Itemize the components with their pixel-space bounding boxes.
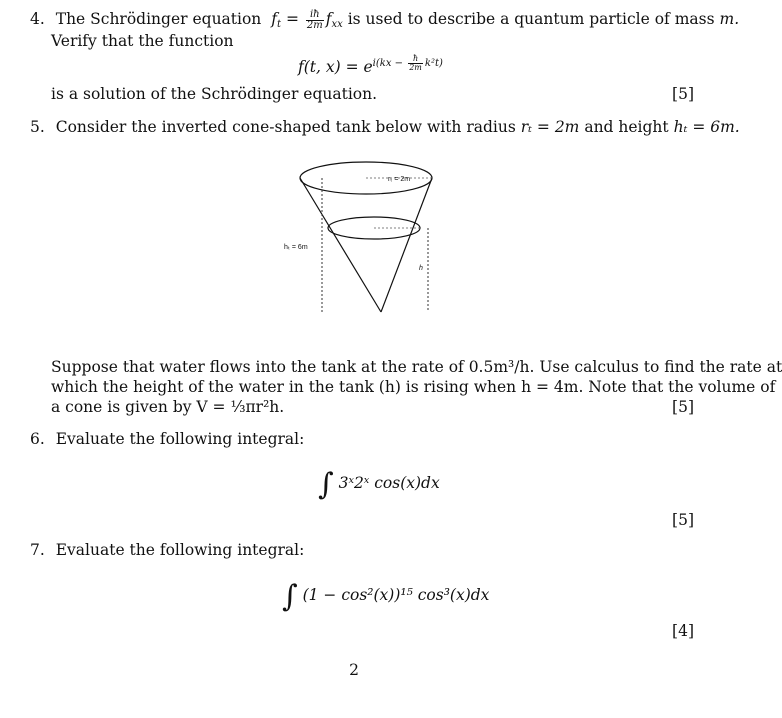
q5-radius: rₜ = 2m <box>520 118 580 136</box>
q4-line1-pre: The Schrödinger equation <box>55 10 262 28</box>
integral-sign-icon: ∫ <box>318 467 334 502</box>
cone-tank-diagram <box>270 160 450 330</box>
q5-height: hₜ = 6m. <box>673 118 740 136</box>
q5-line1-mid: and height <box>584 118 669 136</box>
cone-left-side <box>300 178 381 312</box>
q5-para-line3: a cone is given by V = ⅓πr²h. <box>51 398 285 416</box>
q6-line <box>30 429 304 449</box>
q4-line3: is a solution of the Schrödinger equation. <box>51 85 378 103</box>
q7-integral <box>282 579 490 614</box>
q7-integrand: (1 − cos²(x))¹⁵ cos³(x)dx <box>302 586 490 604</box>
q7-prompt: Evaluate the following integral: <box>55 541 305 559</box>
q7-number: 7. <box>30 541 45 559</box>
q6-number: 6. <box>30 430 45 448</box>
q4-number: 4. <box>30 10 45 28</box>
q5-para-line2: which the height of the water in the tank (h) is rising when h = 4m. Note that the volume of <box>51 378 776 396</box>
q4-mass: m. <box>719 10 740 28</box>
q6-integral <box>318 467 440 502</box>
cone-right-side <box>381 178 432 312</box>
q4-marks: [5] <box>672 85 694 103</box>
q5-line1-pre: Consider the inverted cone-shaped tank below with radius <box>55 118 516 136</box>
q6-marks: [5] <box>672 511 694 529</box>
q4-line1-post: is used to describe a quantum particle of mass <box>347 10 715 28</box>
page-number: 2 <box>349 661 359 679</box>
q5-para-line1: Suppose that water flows into the tank at the rate of 0.5m³/h. Use calculus to find the rate at <box>51 358 782 376</box>
radius-label: rₜ = 2m <box>388 176 411 183</box>
q4-equation: $f_t$ = $\frac{iħ}{2m}$ $f_{xx}$ <box>271 8 343 31</box>
q4-line2: Verify that the function <box>51 32 234 50</box>
q5-marks: [5] <box>672 398 694 416</box>
q4-function: f(t, $x) = e^{i(kx - \frac{ħ}{2m} k^2t)}$ <box>298 54 443 76</box>
q6-integrand: 3ˣ2ˣ cos(x)dx <box>338 474 440 492</box>
integral-sign-icon: ∫ <box>282 579 298 614</box>
q5-line1 <box>30 117 740 137</box>
q5-number: 5. <box>30 118 45 136</box>
q7-marks: [4] <box>672 622 694 640</box>
q7-line <box>30 540 304 560</box>
q6-prompt: Evaluate the following integral: <box>55 430 305 448</box>
water-height-label: h <box>419 265 423 272</box>
height-label: hₜ = 6m <box>284 244 308 251</box>
